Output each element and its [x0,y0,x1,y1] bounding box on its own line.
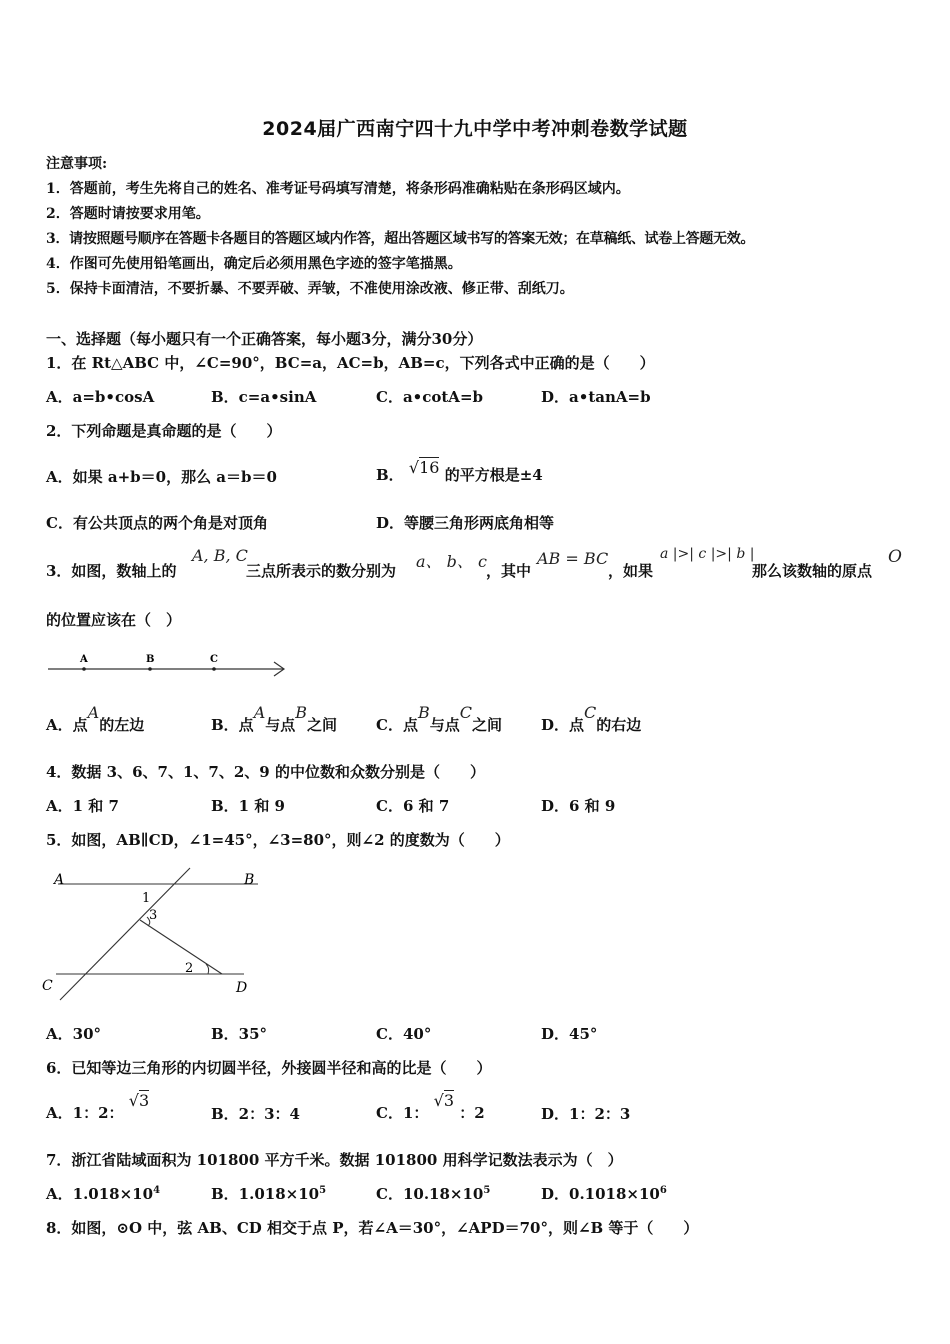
option-b-suffix: 之间 [307,716,338,734]
question-3-math-equal: AB = BC [537,549,609,568]
label-b: B [146,654,155,665]
option-d-var: C [584,703,597,722]
notice-item-1: 1．答题前，考生先将自己的姓名、准考证号码填写清楚，将条形码准确粘贴在条形码区域内。 [46,181,630,197]
question-3-part-3: ，其中 [486,562,532,580]
point-b [148,667,152,671]
sqrt-3: √3 [128,1091,150,1110]
option-b-text: 的平方根是±4 [444,466,543,484]
question-8-stem: 8．如图，⊙O 中，弦 AB、CD 相交于点 P，若∠A＝30°，∠APD＝70°，则∠B 等于（ ） [46,1219,699,1237]
question-3-math-abc: A, B, C [192,546,248,565]
question-2-option-d[interactable]: D．等腰三角形两底角相等 [376,514,555,532]
option-c-base: C．10.18×10 [376,1185,484,1203]
option-d-exponent: 6 [659,1185,667,1196]
label-a: A [54,872,65,888]
question-3-part-5: 那么该数轴的原点 [752,562,873,580]
notice-item-5: 5．保持卡面清洁，不要折暴、不要弄破、弄皱，不准使用涂改液、修正带、刮纸刀。 [46,281,574,297]
question-3-option-c[interactable] [376,703,502,735]
question-1-option-c[interactable]: C．a•cotA=b [376,388,484,406]
sqrt-3-radicand: 3 [138,1091,150,1110]
question-7-option-c[interactable] [376,1183,490,1204]
option-d-suffix: 的右边 [596,716,642,734]
question-7-option-b[interactable] [211,1183,326,1204]
question-4-option-d[interactable]: D．6 和 9 [541,797,616,815]
option-b-mid: 与点 [265,716,296,734]
option-b-var-1: A [253,703,266,722]
question-1-stem: 1．在 Rt△ABC 中，∠C=90°，BC=a，AC=b，AB=c，下列各式中正确的是（ ） [46,354,655,372]
option-b-var-2: B [295,703,308,722]
option-a-var: A [87,703,100,722]
option-c-prefix: C．1： [376,1104,429,1122]
question-3-option-a[interactable] [46,703,144,735]
page-title: 2024届广西南宁四十九中学中考冲刺卷数学试题 [262,118,688,140]
parallel-lines-figure [40,860,270,1010]
question-3-math-origin: O [888,547,902,567]
point-c [212,667,216,671]
question-4-option-c[interactable]: C．6 和 7 [376,797,450,815]
option-c-var-2: C [459,703,472,722]
notice-item-4: 4．作图可先使用铅笔画出，确定后必须用黑色字迹的签字笔描黑。 [46,256,462,272]
question-5-option-c[interactable]: C．40° [376,1025,432,1043]
point-a [82,667,86,671]
sqrt-3: √3 [433,1091,455,1110]
notice-heading: 注意事项: [46,156,108,172]
sqrt-16: √16 [408,458,440,477]
question-6-option-b[interactable]: B．2：3：4 [211,1105,300,1123]
question-6-option-d[interactable]: D．1：2：3 [541,1105,631,1123]
option-c-mid: 与点 [429,716,460,734]
question-7-option-a[interactable] [46,1183,160,1204]
question-2-option-b[interactable] [376,458,543,485]
question-5-option-d[interactable]: D．45° [541,1025,598,1043]
option-c-prefix: C．点 [376,716,418,734]
question-6-option-c[interactable] [376,1091,485,1123]
notice-item-2: 2．答题时请按要求用笔。 [46,206,210,222]
option-c-exponent: 5 [483,1185,491,1196]
question-7-stem: 7．浙江省陆域面积为 101800 平方千米。数据 101800 用科学记数法表示为（ ） [46,1151,623,1169]
question-2-option-c[interactable]: C．有公共顶点的两个角是对顶角 [46,514,268,532]
question-5-option-a[interactable]: A．30° [46,1025,102,1043]
option-c-var-1: B [417,703,430,722]
question-6-option-a[interactable] [46,1091,149,1123]
question-6-stem: 6．已知等边三角形的内切圆半径，外接圆半径和高的比是（ ） [46,1059,492,1077]
question-5-option-b[interactable]: B．35° [211,1025,268,1043]
question-3-math-abs: a |>| c |>| b | [660,546,755,562]
question-3-math-vars: a、 b、 c [416,552,487,571]
notice-item-3: 3．请按照题号顺序在答题卡各题目的答题区域内作答，超出答题区域书写的答案无效；在草稿纸、试卷上答题无效。 [46,231,755,247]
question-1-option-a[interactable]: A．a=b•cosA [46,388,155,406]
question-1-option-d[interactable]: D．a•tanA=b [541,388,651,406]
question-3-part-1: 3．如图，数轴上的 [46,562,177,580]
segment-to-cd [140,920,222,974]
option-a-prefix: A．点 [46,716,88,734]
option-b-base: B．1.018×10 [211,1185,320,1203]
option-d-base: D．0.1018×10 [541,1185,660,1203]
question-3-line-2: 的位置应该在（ ） [46,611,182,629]
question-2-option-a[interactable]: A．如果 a+b＝0，那么 a＝b＝0 [46,468,277,486]
option-a-suffix: 的左边 [99,716,145,734]
section-heading: 一、选择题（每小题只有一个正确答案，每小题3分，满分30分） [46,330,483,348]
angle-2-label: 2 [185,961,194,976]
question-1-option-b[interactable]: B．c=a•sinA [211,388,317,406]
label-c: C [210,654,218,665]
option-a-text: A．1：2： [46,1104,124,1122]
label-c: C [42,978,53,994]
option-a-exponent: 4 [153,1185,161,1196]
question-5-stem: 5．如图，AB∥CD，∠1=45°，∠3=80°，则∠2 的度数为（ ） [46,831,510,849]
transversal [60,868,190,1000]
question-3-part-4: ，如果 [608,562,654,580]
label-b: B [244,872,255,888]
angle-3-label: 3 [149,908,158,923]
number-line-figure [40,645,300,685]
question-2-stem: 2．下列命题是真命题的是（ ） [46,422,282,440]
option-c-suffix: 之间 [471,716,502,734]
option-c-suffix: ：2 [459,1104,485,1122]
option-b-label: B． [376,466,404,484]
label-d: D [236,980,248,996]
option-b-prefix: B．点 [211,716,254,734]
option-d-prefix: D．点 [541,716,585,734]
question-3-option-d[interactable] [541,703,641,735]
label-a: A [80,654,88,665]
question-7-option-d[interactable] [541,1183,667,1204]
option-b-exponent: 5 [319,1185,327,1196]
question-4-option-b[interactable]: B．1 和 9 [211,797,285,815]
angle-1-label: 1 [142,891,151,906]
question-4-option-a[interactable]: A．1 和 7 [46,797,119,815]
question-3-option-b[interactable] [211,703,337,735]
sqrt-16-radicand: 16 [419,458,440,477]
question-4-stem: 4．数据 3、6、7、1、7、2、9 的中位数和众数分别是（ ） [46,763,485,781]
sqrt-3-radicand: 3 [443,1091,455,1110]
question-3-part-2: 三点所表示的数分别为 [246,562,397,580]
option-a-base: A．1.018×10 [46,1185,154,1203]
